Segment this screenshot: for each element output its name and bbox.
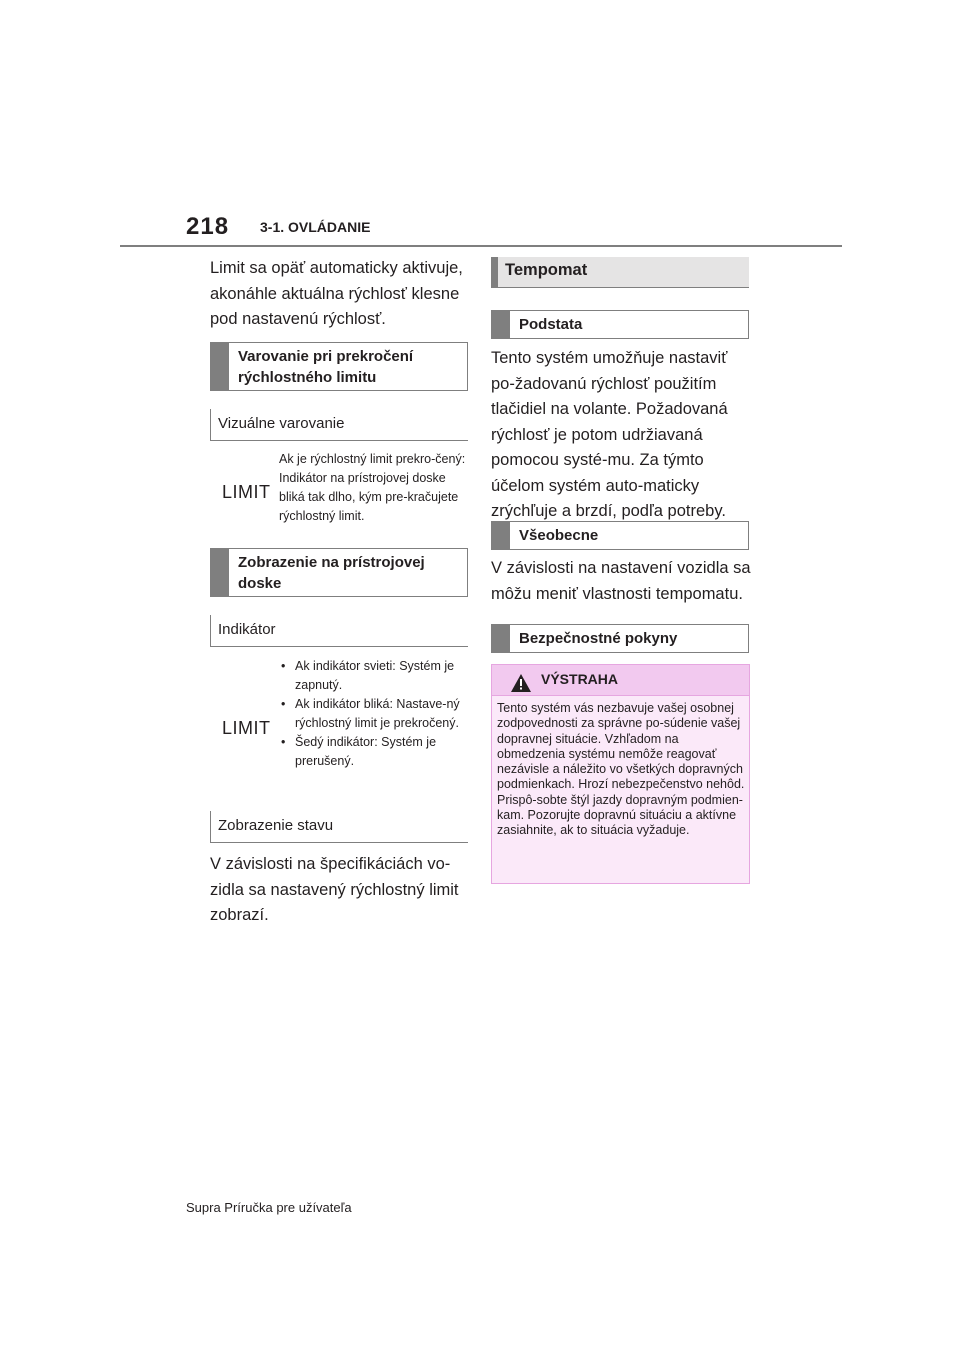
warning-text: Tento systém vás nezbavuje vašej osobnej zodpovednosti za správne po-súdenie vašej dopravnej situácie. Vzhľadom na obmedzenia systému nemôže reagovať nezávisle a náležito vo všetkých dopravných podmienkach. Hrozí nebezpečenstvo nehôd. Prispô-sobte štýl jazdy dopravným podmien-kam. Pozorujte dopravnú situáciu a aktívne zasiahnite, ak to situácia vyžaduje. <box>497 701 745 838</box>
section-heading-tempomat <box>491 257 749 288</box>
warning-box <box>491 664 750 884</box>
limit-indicator: LIMIT <box>222 718 271 738</box>
chapter-title: 3-1. OVLÁDANIE <box>260 219 371 235</box>
section-title: Zobrazenie na prístrojovej doske <box>238 554 425 592</box>
section-instrument-display <box>210 548 468 597</box>
section-safety <box>491 624 749 653</box>
section-title: Bezpečnostné pokyny <box>519 630 678 647</box>
section-speed-warning <box>210 342 468 391</box>
warning-body <box>492 696 749 883</box>
page-number: 218 <box>186 213 230 240</box>
section-title: Všeobecne <box>519 527 599 544</box>
section-title: Podstata <box>519 316 583 333</box>
visual-warning-text: Ak je rýchlostný limit prekro-čený: Indikátor na prístrojovej doske bliká tak dlho, kým pre-kračujete rýchlostný limit. <box>279 452 466 523</box>
limit-indicator: LIMIT <box>222 482 271 502</box>
header-divider <box>120 245 842 247</box>
outro-paragraph: V závislosti na špecifikáciách vo-zidla sa nastavený rýchlostný limit zobrazí. <box>210 855 459 924</box>
list-item: • Šedý indikátor: Systém je prerušený. <box>281 733 467 771</box>
general-paragraph: V závislosti na nastavení vozidla sa môžu meniť vlastnosti tempomatu. <box>491 559 751 603</box>
subheading-status-display: Zobrazenie stavu <box>210 811 468 843</box>
subheading-indicator: Indikátor <box>210 615 468 647</box>
section-basics <box>491 310 749 339</box>
basics-paragraph: Tento systém umožňuje nastaviť po-žadovanú rýchlosť použitím tlačidiel na volante. Požadovaná rýchlosť je potom udržiavaná pomocou systé-mu. Za týmto účelom systém auto-maticky zrýchľuje a brzdí, podľa potreby. <box>491 349 728 520</box>
intro-paragraph: Limit sa opäť automaticky aktivuje, akonáhle aktuálna rýchlosť klesne pod nastavenú rýchlosť. <box>210 259 463 328</box>
subheading-visual-warning: Vizuálne varovanie <box>210 409 468 441</box>
indicator-states-list <box>281 657 467 771</box>
heading-text: Tempomat <box>505 261 588 279</box>
list-item: • Ak indikátor bliká: Nastave-ný rýchlostný limit je prekročený. <box>281 695 467 733</box>
section-general <box>491 521 749 550</box>
section-title: Varovanie pri prekročení rýchlostného limitu <box>238 348 414 386</box>
warning-triangle-icon <box>511 674 531 692</box>
warning-title: VÝSTRAHA <box>541 671 619 687</box>
footer-title: Supra Príručka pre užívateľa <box>186 1200 352 1215</box>
warning-header <box>492 665 749 696</box>
list-item: • Ak indikátor svieti: Systém je zapnutý. <box>281 657 467 695</box>
